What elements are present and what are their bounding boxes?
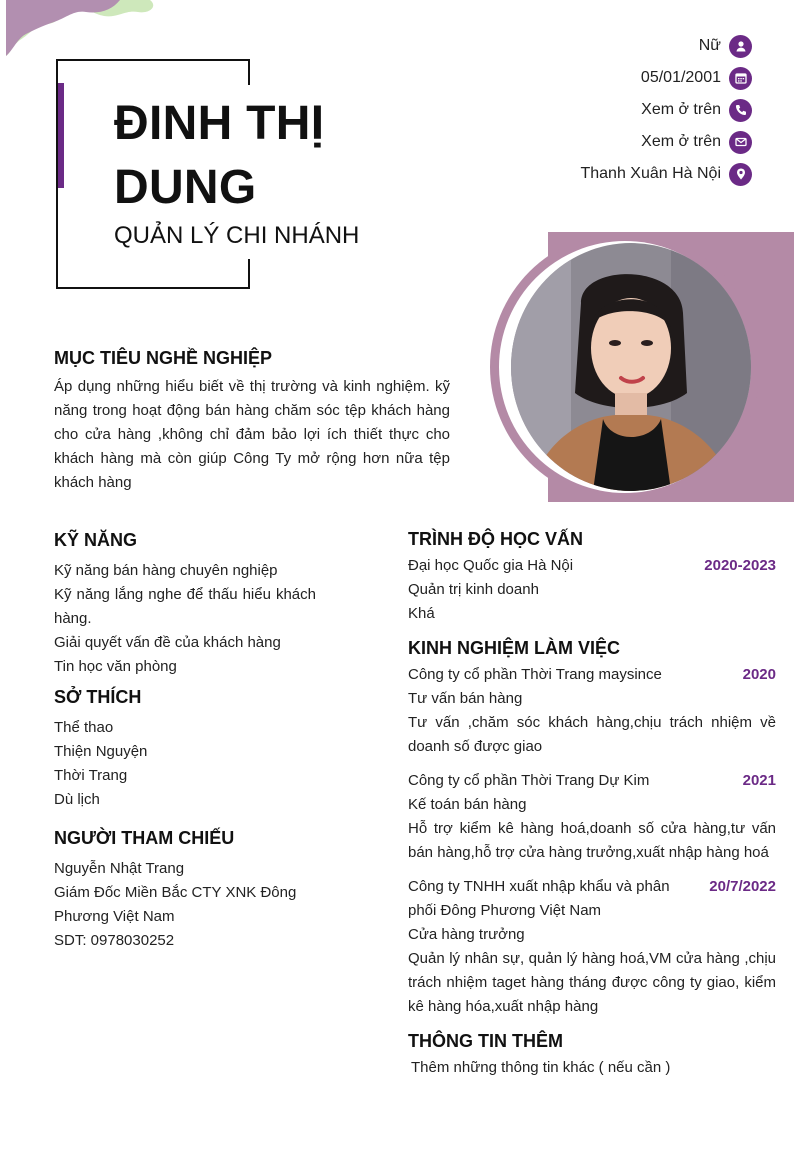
experience-entry: [408, 875, 776, 1019]
calendar-icon: [729, 67, 752, 90]
references-section: [54, 828, 316, 953]
skills-title: KỸ NĂNG: [54, 530, 138, 550]
accent-bar: [58, 83, 64, 188]
education-grade: Khá: [408, 605, 435, 622]
reference-item: SDT: 0978030252: [54, 932, 175, 949]
education-date: 2020-2023: [704, 557, 776, 574]
education-school: Đại học Quốc gia Hà Nội: [408, 557, 574, 574]
candidate-position: QUẢN LÝ CHI NHÁNH: [114, 222, 360, 249]
extra-info-section: [408, 1031, 776, 1080]
experience-description: Tư vấn ,chăm sóc khách hàng,chịu trách nhiệm về doanh số được giao: [408, 714, 776, 755]
extra-info-title: THÔNG TIN THÊM: [408, 1031, 563, 1051]
education-title: TRÌNH ĐỘ HỌC VẤN: [408, 529, 583, 549]
decorative-blob: [0, 0, 170, 60]
skills-section: [54, 530, 316, 679]
references-title: NGƯỜI THAM CHIẾU: [54, 828, 235, 848]
right-column: [408, 529, 776, 1080]
contact-email: [412, 126, 752, 158]
experience-company: Công ty cổ phần Thời Trang Dự Kim: [408, 772, 650, 789]
contact-phone: [412, 94, 752, 126]
experience-description: Quản lý nhân sự, quản lý hàng hoá,VM cửa hàng ,chịu trách nhiệm taget hàng tháng được công ty giao, kiểm kê hàng hóa,xuất nhập hàng: [408, 950, 776, 1015]
experience-entry: [408, 769, 776, 865]
education-entry-head: [408, 554, 776, 578]
contact-email-value: Xem ở trên: [641, 133, 721, 150]
user-icon: [729, 35, 752, 58]
location-icon: [729, 163, 752, 186]
experience-date: 2021: [742, 772, 776, 789]
mail-icon: [729, 131, 752, 154]
experience-role: Tư vấn bán hàng: [408, 690, 523, 707]
name-frame-bottom: [56, 259, 250, 289]
hobbies-title: SỞ THÍCH: [54, 687, 142, 707]
experience-date: 20/7/2022: [709, 878, 776, 895]
profile-photo: [511, 243, 751, 491]
career-objective-section: [54, 348, 450, 495]
education-major: Quản trị kinh doanh: [408, 581, 539, 598]
phone-icon: [729, 99, 752, 122]
contact-birthday: [412, 62, 752, 94]
skill-item: Giải quyết vấn đề của khách hàng: [54, 634, 281, 651]
skill-item: Kỹ năng bán hàng chuyên nghiệp: [54, 562, 278, 579]
contact-list: [412, 30, 752, 190]
left-column: [54, 530, 316, 963]
experience-title: KINH NGHIỆM LÀM VIỆC: [408, 638, 621, 658]
contact-birthday-value: 05/01/2001: [640, 69, 721, 86]
career-objective-text: Áp dụng những hiểu biết về thị trường và kinh nghiệm. kỹ năng trong hoạt động bán hàng chăm sóc tệp khách hàng cho cửa hàng ,không chỉ đảm bảo lợi ích thiết thực cho khách hàng mà còn giúp Công Ty mở rộng hơn nữa tệp khách hàng: [54, 378, 450, 491]
hobby-item: Thiện Nguyện: [54, 743, 148, 760]
contact-address: [412, 158, 752, 190]
skill-item: Kỹ năng lắng nghe để thấu hiểu khách hàng.: [54, 586, 316, 627]
experience-entry: [408, 663, 776, 759]
hobby-item: Dù lịch: [54, 791, 100, 808]
candidate-name: ĐINH THỊ DUNG: [114, 97, 325, 214]
education-section: [408, 529, 776, 626]
reference-item: Nguyễn Nhật Trang: [54, 860, 185, 877]
experience-section: [408, 638, 776, 1019]
contact-phone-value: Xem ở trên: [641, 101, 721, 118]
career-objective-title: MỤC TIÊU NGHỀ NGHIỆP: [54, 348, 273, 368]
experience-description: Hỗ trợ kiểm kê hàng hoá,doanh số cửa hàng,tư vấn bán hàng,hỗ trợ cửa hàng trưởng,xuất nhập hàng hoá: [408, 820, 776, 861]
contact-gender: [412, 30, 752, 62]
hobbies-section: [54, 687, 316, 812]
experience-role: Cửa hàng trưởng: [408, 926, 525, 943]
experience-date: 2020: [742, 666, 776, 683]
hobby-item: Thể thao: [54, 719, 114, 736]
extra-info-text: Thêm những thông tin khác ( nếu cần ): [411, 1059, 671, 1076]
hobby-item: Thời Trang: [54, 767, 128, 784]
experience-company: Công ty cổ phần Thời Trang maysince: [408, 666, 662, 683]
skill-item: Tin học văn phòng: [54, 658, 177, 675]
experience-company: Công ty TNHH xuất nhập khẩu và phân phối Đông Phương Việt Nam: [408, 878, 670, 919]
experience-entry-head: [408, 663, 776, 687]
experience-role: Kế toán bán hàng: [408, 796, 527, 813]
contact-gender-value: Nữ: [698, 37, 721, 54]
contact-address-value: Thanh Xuân Hà Nội: [580, 165, 721, 182]
name-frame-top: [56, 59, 250, 85]
reference-item: Giám Đốc Miền Bắc CTY XNK Đông Phương Việt Nam: [54, 884, 297, 925]
experience-entry-head: [408, 769, 776, 793]
experience-entry-head: [408, 875, 776, 923]
